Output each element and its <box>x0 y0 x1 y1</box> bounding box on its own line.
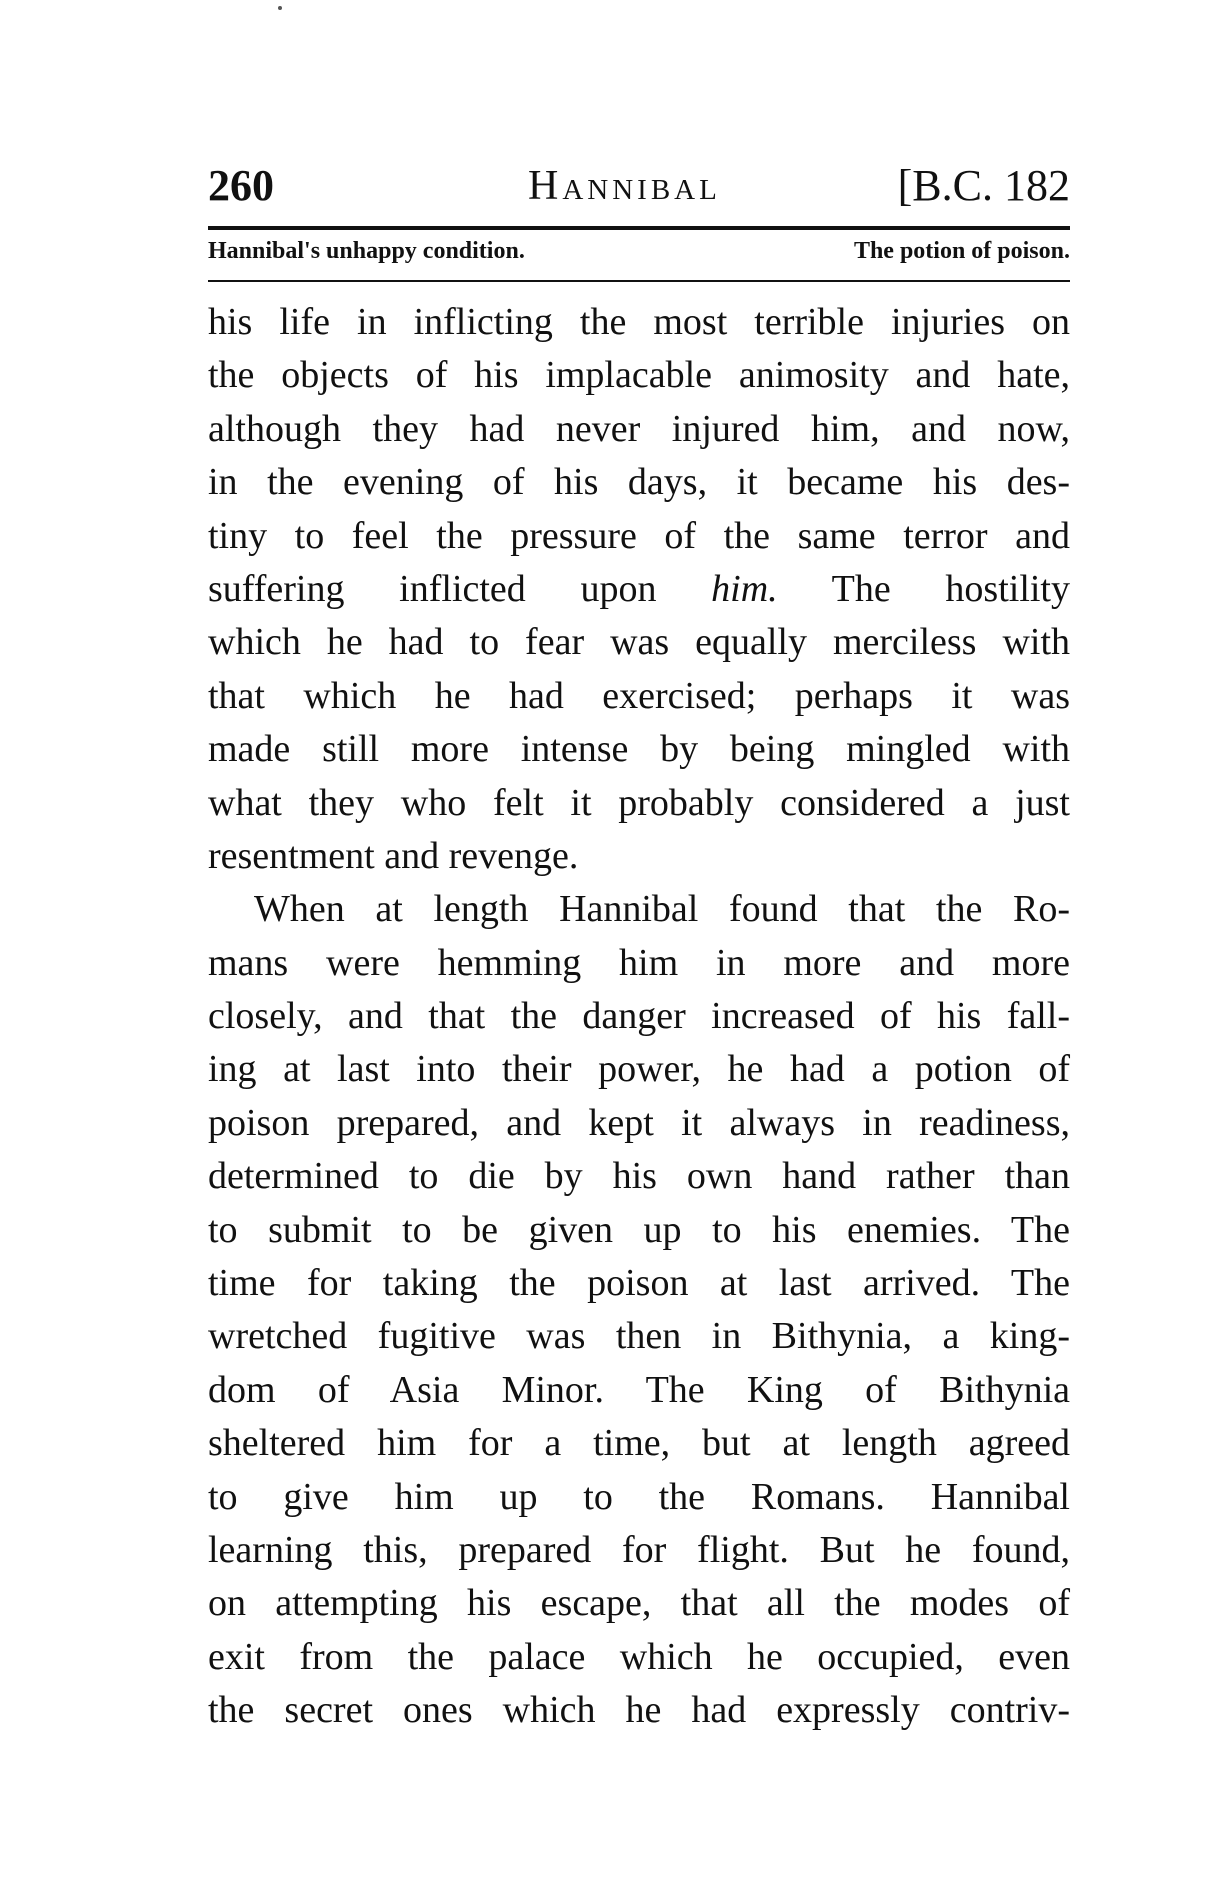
text-line: his life in inflicting the most terrible injuries on <box>208 301 1070 343</box>
text-line: wretched fugitive was then in Bithynia, a king- <box>208 1315 1070 1358</box>
paragraph-2 <box>208 883 1070 1737</box>
text-line: the objects of his implacable animosity and hate, <box>208 354 1070 397</box>
text-line: mans were hemming him in more and more <box>208 941 1070 984</box>
text-line: When at length Hannibal found that the Ro- <box>254 888 1070 931</box>
text-line: dom of Asia Minor. The King of Bithynia <box>208 1368 1070 1411</box>
text-line: learning this, prepared for flight. But he found, <box>208 1528 1070 1571</box>
text-line: sheltered him for a time, but at length agreed <box>208 1422 1070 1465</box>
text-line: tiny to feel the pressure of the same terror and <box>208 514 1070 557</box>
scan-speck <box>278 6 282 10</box>
text-line: to submit to be given up to his enemies. The <box>208 1208 1070 1251</box>
text-line: in the evening of his days, it became his des- <box>208 461 1070 504</box>
text-line: closely, and that the danger increased of his fall- <box>208 995 1070 1038</box>
text-line: resentment and revenge. <box>208 834 579 877</box>
running-head <box>208 160 1070 216</box>
paragraph-1 <box>208 296 1070 883</box>
text-line: that which he had exercised; perhaps it was <box>208 674 1070 717</box>
subhead-left: Hannibal's unhappy condition. <box>208 238 525 264</box>
text-line: although they had never injured him, and now, <box>208 407 1070 450</box>
running-title: Hannibal <box>528 163 721 209</box>
text-fragment: suffering inflicted upon <box>208 567 657 610</box>
body-text <box>208 296 1070 1738</box>
text-line: on attempting his escape, that all the modes of <box>208 1582 1070 1625</box>
page-number: 260 <box>208 161 274 210</box>
text-line: which he had to fear was equally merciless with <box>208 621 1070 664</box>
text-line: ing at last into their power, he had a potion of <box>208 1048 1070 1091</box>
header-rule-top <box>208 226 1070 230</box>
text-line: poison prepared, and kept it always in readiness, <box>208 1101 1070 1144</box>
text-line <box>208 563 1070 616</box>
text-line: determined to die by his own hand rather than <box>208 1155 1070 1198</box>
text-line: the secret ones which he had expressly contriv- <box>208 1689 1070 1732</box>
text-line: time for taking the poison at last arrived. The <box>208 1262 1070 1305</box>
text-line: made still more intense by being mingled with <box>208 728 1070 771</box>
text-line: what they who felt it probably considered a just <box>208 781 1070 824</box>
running-date: [B.C. 182 <box>897 161 1070 210</box>
text-fragment: The hostility <box>831 567 1070 610</box>
header-rule-bottom <box>208 280 1070 282</box>
italic-word: him. <box>711 567 778 610</box>
margin-subheads <box>208 238 1070 272</box>
subhead-right: The potion of poison. <box>853 238 1070 264</box>
text-line: exit from the palace which he occupied, even <box>208 1635 1070 1678</box>
text-line: to give him up to the Romans. Hannibal <box>208 1475 1070 1518</box>
